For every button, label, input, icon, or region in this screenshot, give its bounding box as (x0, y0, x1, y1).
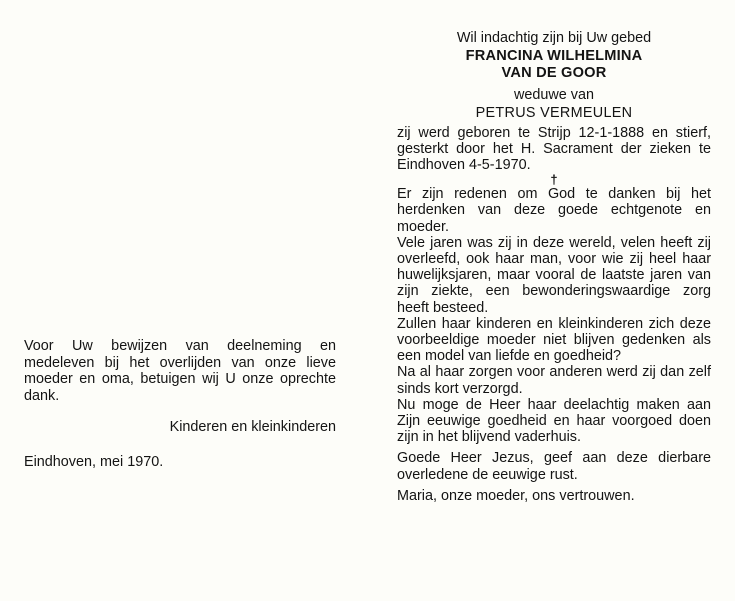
spouse-name: PETRUS VERMEULEN (475, 105, 633, 122)
place-date: Eindhoven, mei 1970. (24, 453, 164, 470)
deceased-name-line1: FRANCINA WILHELMINA (465, 48, 643, 65)
paragraph-4: Na al haar zorgen voor anderen werd zij dan zelf sinds kort verzorgd. (397, 364, 711, 397)
cross-icon: † (550, 172, 558, 188)
widow-of-text: weduwe van (514, 87, 594, 104)
paragraph-7: Maria, onze moeder, ons vertrouwen. (397, 487, 635, 504)
paragraph-2: Vele jaren was zij in deze wereld, velen heeft zij overleefd, ook haar man, voor wie zij heel haar huwelijksjaren, maar vooral de laatste jaren van zijn ziekte, een bewonderingswaardige zorg heeft besteed. (397, 234, 711, 316)
thanks-panel (24, 338, 336, 470)
thanks-text: Voor Uw bewijzen van deelneming en medeleven bij het overlijden van onze lieve moeder en oma, betuigen wij U onze oprechte dank. (24, 338, 336, 404)
memorial-panel (397, 30, 711, 504)
deceased-name-line2: VAN DE GOOR (501, 64, 607, 81)
paragraph-6: Goede Heer Jezus, geef aan deze dierbare overledene de eeuwige rust. (397, 450, 711, 483)
paragraph-3: Zullen haar kinderen en kleinkinderen zich deze voorbeeldige moeder niet blijven gedenken als een model van liefde en goedheid? (397, 315, 711, 365)
paragraph-1: Er zijn redenen om God te danken bij het herdenken van deze goede echtgenote en moeder. (397, 186, 711, 235)
bio-text: zij werd geboren te Strijp 12-1-1888 en stierf, gesterkt door het H. Sacrament der zieken te Eindhoven 4-5-1970. (397, 124, 711, 174)
paragraph-5: Nu moge de Heer haar deelachtig maken aan Zijn eeuwige goedheid en haar voorgoed doen zijn in het blijvend vaderhuis. (397, 396, 711, 446)
signature: Kinderen en kleinkinderen (169, 419, 336, 435)
intro-text: Wil indachtig zijn bij Uw gebed (456, 30, 652, 46)
